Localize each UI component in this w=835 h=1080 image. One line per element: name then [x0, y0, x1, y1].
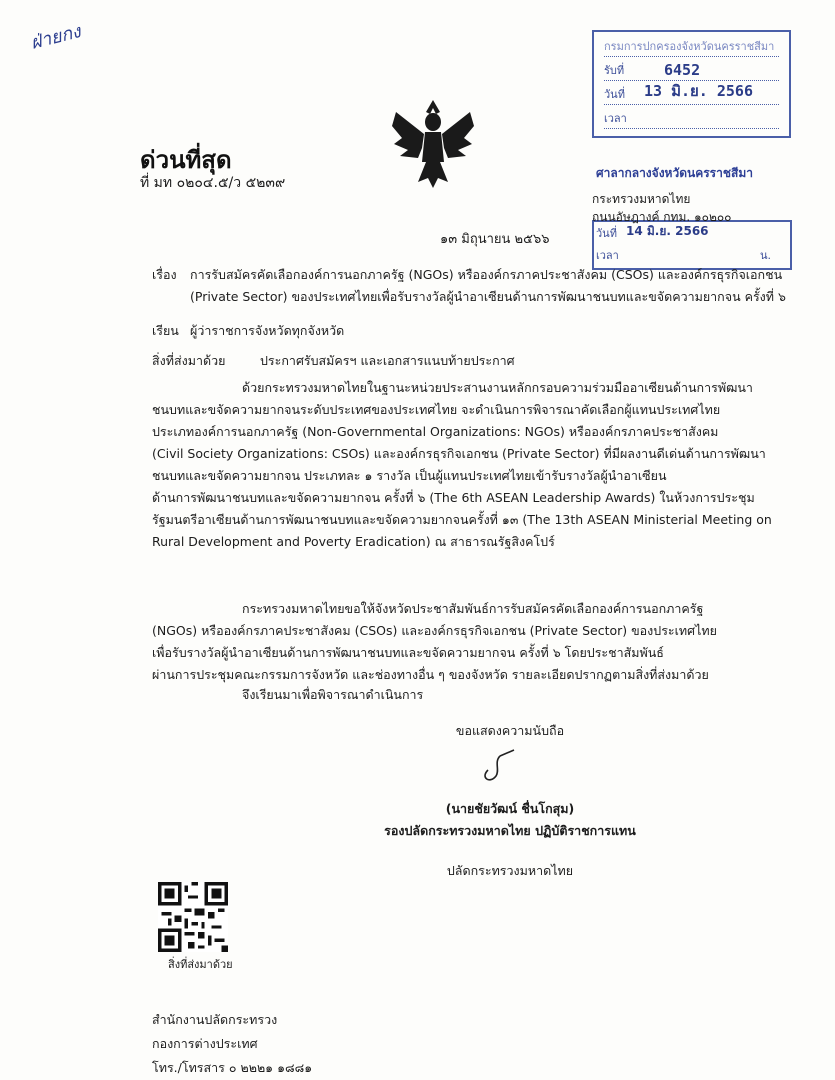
paragraph-line: ประเภทองค์การนอกภาครัฐ (Non-Governmental Organizations: NGOs) หรือองค์กรภาคประชาสังคม — [152, 424, 719, 439]
receipt-number-value: 6452 — [664, 61, 701, 79]
receipt-date-value: 13 มิ.ย. 2566 — [644, 82, 753, 100]
receipt-time-label: เวลา — [604, 112, 627, 125]
to-label: เรียน — [152, 323, 179, 338]
urgency-label: ด่วนที่สุด — [140, 146, 232, 174]
receipt-date-label: วันที่ — [604, 88, 625, 101]
body-paragraph-2 — [152, 598, 782, 686]
signature-icon — [470, 748, 530, 788]
paragraph-line: ชนบทและขจัดความยากจนระดับประเทศของประเทศไทย จะดำเนินการพิจารณาคัดเลือกผู้แทนประเทศไทย — [152, 402, 721, 417]
ministry-stamp-date-label: วันที่ — [596, 227, 617, 240]
recipient: ผู้ว่าราชการจังหวัดทุกจังหวัด — [190, 323, 345, 338]
enclosure-label: สิ่งที่ส่งมาด้วย — [152, 353, 226, 368]
ministry-address — [592, 190, 690, 208]
signer-position: รองปลัดกระทรวงมหาดไทย ปฏิบัติราชการแทน — [384, 823, 636, 838]
body-paragraph-1 — [152, 377, 782, 553]
qr-code-icon[interactable] — [158, 882, 228, 952]
enclosure-text: ประกาศรับสมัครฯ และเอกสารแนบท้ายประกาศ — [260, 353, 515, 368]
closing-salutation: ขอแสดงความนับถือ — [455, 723, 565, 738]
receipt-stamp — [592, 30, 791, 138]
footer-department: สำนักงานปลัดกระทรวง — [152, 1012, 278, 1027]
footer-phone: โทร./โทรสาร ๐ ๒๒๒๑ ๑๘๘๑ — [152, 1060, 313, 1075]
paragraph-line: (Civil Society Organizations: CSOs) และองค์กรธุรกิจเอกชน (Private Sector) ที่มีผลงานดีเด่นด้านการพัฒนา — [152, 446, 766, 461]
ministry-stamp-time-suffix: น. — [760, 249, 772, 262]
signer-on-behalf: ปลัดกระทรวงมหาดไทย — [446, 863, 574, 878]
ministry-stamp-time-label: เวลา — [596, 249, 619, 262]
ministry-address-line: กระทรวงมหาดไทย — [592, 192, 691, 206]
paragraph-line: Rural Development and Poverty Eradication) ณ สาธารณรัฐสิงคโปร์ — [152, 534, 555, 549]
qr-caption: สิ่งที่ส่งมาด้วย — [168, 958, 233, 971]
paragraph-line: (NGOs) หรือองค์กรภาคประชาสังคม (CSOs) และองค์กรธุรกิจเอกชน (Private Sector) ของประเทศไทย — [152, 623, 717, 638]
paragraph-line: ด้วยกระทรวงมหาดไทยในฐานะหน่วยประสานงานหลักกรอบความร่วมมืออาเซียนด้านการพัฒนา — [242, 380, 753, 395]
footer-division: กองการต่างประเทศ — [152, 1036, 258, 1051]
document-date: ๑๓ มิถุนายน ๒๕๖๖ — [440, 232, 550, 247]
closing-request: จึงเรียนมาเพื่อพิจารณาดำเนินการ — [242, 687, 424, 702]
paragraph-line: เพื่อรับรางวัลผู้นำอาเซียนด้านการพัฒนาชนบทและขจัดความยากจน ครั้งที่ ๖ โดยประชาสัมพันธ์ — [152, 645, 664, 660]
subject-line: การรับสมัครคัดเลือกองค์การนอกภาครัฐ (NGOs) หรือองค์กรภาคประชาสังคม (CSOs) และองค์กรธุรกิจเอกชน — [190, 267, 783, 282]
garuda-emblem-icon — [388, 92, 478, 192]
document-number: ที่ มท ๐๒๐๔.๕/ว ๕๒๓๙ — [140, 175, 286, 191]
receipt-number-label: รับที่ — [604, 64, 625, 77]
paragraph-line: รัฐมนตรีอาเซียนด้านการพัฒนาชนบทและขจัดความยากจนครั้งที่ ๑๓ (The 13th ASEAN Ministerial Meeting on — [152, 512, 772, 527]
ministry-stamp-date-value: 14 มิ.ย. 2566 — [626, 224, 709, 238]
subject-line: (Private Sector) ของประเทศไทยเพื่อรับรางวัลผู้นำอาเซียนด้านการพัฒนาชนบทและขจัดความยากจน ครั้งที่ ๖ — [190, 289, 786, 304]
handwritten-note: ฝ่ายกง — [28, 21, 83, 54]
paragraph-line: ชนบทและขจัดความยากจน ประเภทละ ๑ รางวัล เป็นผู้แทนประเทศไทยเข้ารับรางวัลผู้นำอาเซียน — [152, 468, 667, 483]
ministry-address-street — [592, 208, 732, 226]
paragraph-line: ผ่านการประชุมคณะกรรมการจังหวัด และช่องทางอื่น ๆ ของจังหวัด รายละเอียดปรากฏตามสิ่งที่ส่งมาด้วย — [152, 667, 709, 682]
paragraph-line: ด้านการพัฒนาชนบทและขจัดความยากจน ครั้งที่ ๖ (The 6th ASEAN Leadership Awards) ในห้วงการประชุม — [152, 490, 755, 505]
ministry-address-line: ถนนอัษฎางค์ กทม. ๑๐๒๐๐ — [592, 210, 732, 224]
ministry-stamp-office: ศาลากลางจังหวัดนครราชสีมา — [596, 166, 753, 180]
signer-name: (นายชัยวัฒน์ ชื่นโกสุม) — [445, 801, 575, 816]
subject-label: เรื่อง — [152, 267, 177, 282]
receipt-stamp-office: กรมการปกครองจังหวัดนครราชสีมา — [604, 40, 775, 53]
paragraph-line: กระทรวงมหาดไทยขอให้จังหวัดประชาสัมพันธ์การรับสมัครคัดเลือกองค์การนอกภาครัฐ — [242, 601, 704, 616]
